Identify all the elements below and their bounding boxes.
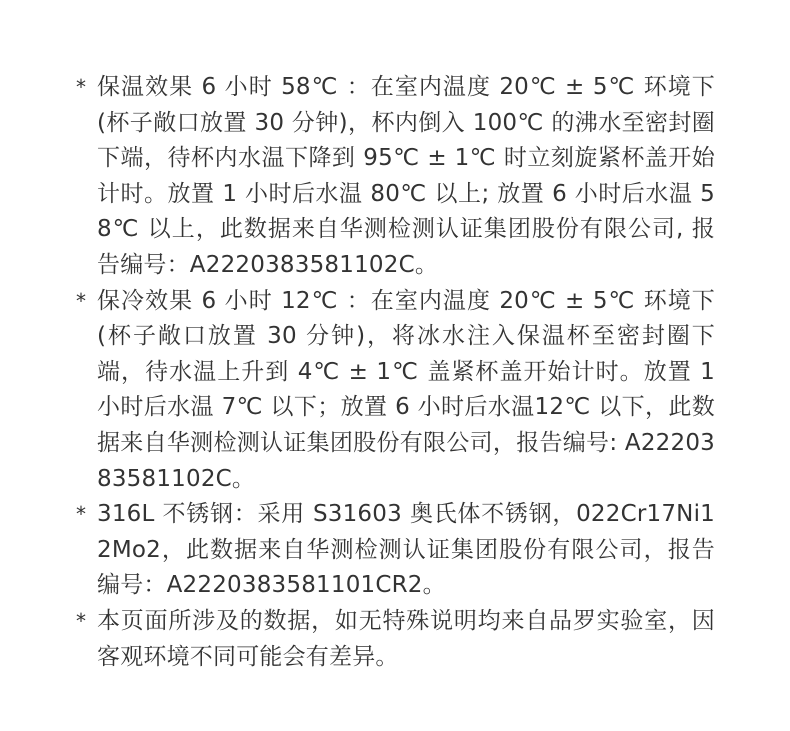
footnotes-list [70,70,730,675]
footnote-marker: * [76,608,86,633]
footnote-marker: * [76,75,86,99]
footnote-text-data-source: 本页面所涉及的数据，如无特殊说明均来自品罗实验室，因客观环境不同可能会有差异。 [97,607,715,670]
footnote-item-data-source [70,604,730,675]
footnote-marker: * [76,502,86,527]
footnote-item-insulation [70,70,730,284]
footnote-text-insulation: 保温效果 6 小时 58℃ ：在室内温度 20℃ ± 5℃ 环境下(杯子敞口放置 30 分钟)，杯内倒入 100℃ 的沸水至密封圈下端，待杯内水温下降到 95℃ ± 1℃ 时立刻旋紧杯盖开始计时。放置 1 小时后水温 80℃ 以上; 放置 6 小时后水温 58℃ 以上，此数据来自华测检测认证集团股份有限公司, 报告编号：A2220383581102C。 [97,74,715,278]
footnote-item-stainless-steel [70,497,730,604]
footnote-item-cold-retention [70,284,730,498]
footnote-text-cold-retention: 保冷效果 6 小时 12℃ ：在室内温度 20℃ ± 5℃ 环境下(杯子敞口放置 30 分钟)，将冰水注入保温杯至密封圈下端，待水温上升到 4℃ ± 1℃ 盖紧杯盖开始计时。放置 1 小时后水温 7℃ 以下；放置 6 小时后水温12℃ 以下，此数据来自华测检测认证集团股份有限公司，报告编号: A2220383581102C。 [97,287,715,492]
footnote-marker: * [76,288,86,313]
footnote-text-stainless-steel: 316L 不锈钢：采用 S31603 奥氏体不锈钢，022Cr17Ni12Mo2，此数据来自华测检测认证集团股份有限公司，报告编号：A2220383581101CR2。 [97,501,715,599]
